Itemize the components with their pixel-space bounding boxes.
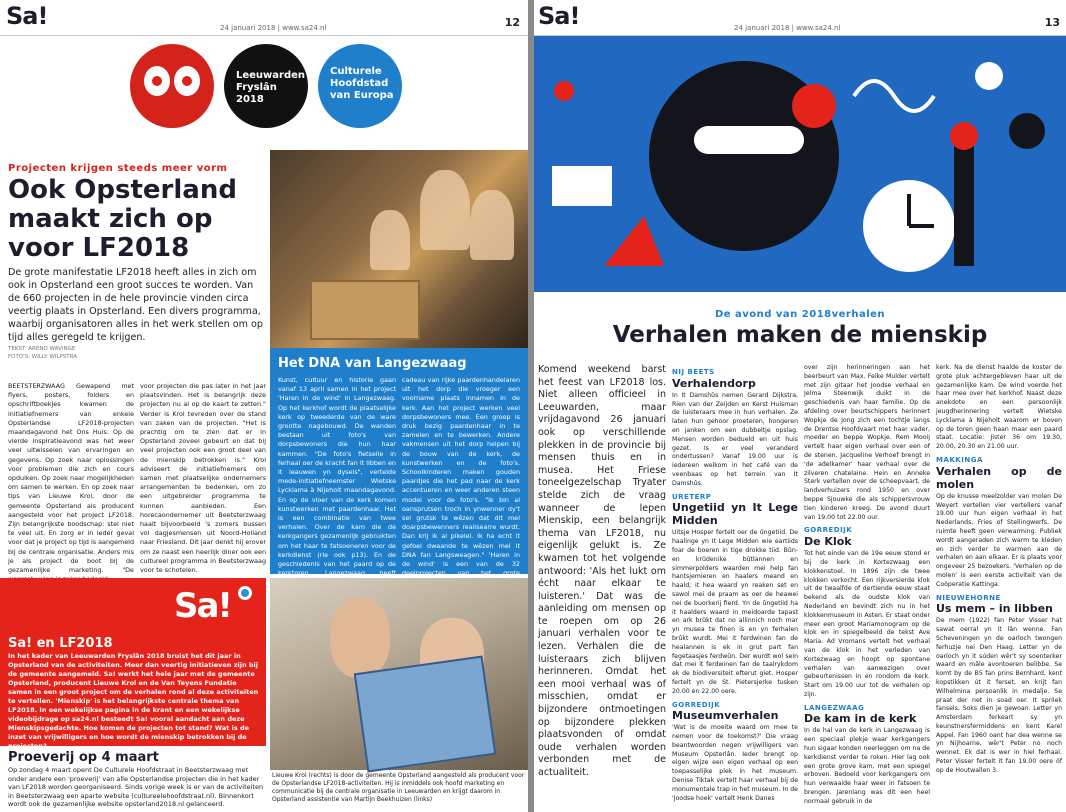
- section-heading: Us mem – in libben: [936, 602, 1053, 616]
- brand-logo: Sa!: [6, 2, 48, 30]
- section-heading: Ungetiid yn It Lege Midden: [672, 501, 798, 528]
- section-heading: De kam in de kerk: [804, 712, 917, 726]
- section-kicker: URETERP: [672, 492, 712, 501]
- article-headline: Verhalen maken de mienskip: [612, 322, 988, 348]
- header-site: www.sa24.nl: [796, 24, 841, 32]
- dna-heading: Het DNA van Langezwaag: [278, 356, 467, 371]
- section-text: 'Wat is de moeite waard om mee te nemen voor de toekomst?' Die vraag beantwoorden negen vrijwilligers van Museum Opsterlân. Ieder brengt op eigen wijze een eigen verhaal op een toepasselijke plek in het museum. Denise Tiktak vertelt haar verhaal bij de monumentale trap in het museum. In de 'Joodse hoek' vertelt Henk Danes: [672, 724, 798, 802]
- left-page: [0, 0, 528, 812]
- article-kicker: Projecten krijgen steeds meer vorm: [8, 163, 228, 174]
- lf2018-logos: [130, 44, 400, 134]
- header-site: www.sa24.nl: [282, 24, 327, 32]
- section-text: De mem (1922) fan Peter Visser hat sawat oerral yn it lân wenne. Fan Scheveningen yn de oarloch twongen ferhuzje nei Den Haag. Letter yn de oarloch yn it súden wêr't sy soenterker waard en mâle avontoeren belibbe. Se komt by de B5 fan prins Bernhard, kent kopstikken út it ferset, en krijt fan Wilhelmina persoanlik in medalje. Se praat der net in soad oer. It sprilek fansels. Soks dien je gewoan. Letter yn Amsterdam ferkeart sy yn keunstnersfermiddens en kent Karel Appel. Fan 1960 oant har dea wenne se yn Nijhoarne, wêr't Peter no noch wennet. Ek dat is wer in hiel ferhaal. Peter Visser fertelt it fan 19.00 oere ôf op de Houtwallen 3.: [936, 617, 1062, 774]
- column-2: [672, 364, 798, 812]
- section-kicker: NIEUWEHORNE: [936, 593, 1001, 602]
- sa-dot-icon: [238, 586, 252, 600]
- section-kicker: GORREDIJK: [672, 700, 721, 709]
- header-date: 24 januari 2018: [734, 24, 790, 32]
- article-intro: Komend weekend barst het feest van LF2018 los. Niet alleen officieel in Leeuwarden, maar vrijdagavond 26 januari ook op verschillende plekken in de provincie bij mensen thuis en in musea. Het Friese toneelgezelschap Tryater stelde zich de vraag wanneer de lepen Mienskip, een belangrijk thema van LF2018, nu eigenlijk gelukt is. Ze kwamen tot het volgende antwoord: 'Als het lukt om écht naar elkaar te luisteren.' Dat was de aanleiding om mensen op te roepen om op 26 januari verhalen voor te lezen. Verhalen die de luisteraars zich blijven herinneren. Omdat het een mooi verhaal was of misschien, omdat er bijzondere ontmoetingen op bijzondere plekken plaatsvonden of omdat oude verhalen worden verbonden met de actualiteit.: [538, 364, 666, 778]
- langezwaag-photo: [270, 150, 528, 348]
- storytelling-illustration: [534, 36, 1066, 292]
- dna-column-1: Kunst, cultuur en historie gaan vanaf 13 april samen in het project 'Haren in de wind' in Langezwaag. Op het kerkhof wordt de plaatselijke kerk op tweederde van de ware grootte nagebouwd. De wanden bestaan uit foto's van dorpsbewoners die hun haar kammen. "De foto's fietselle in ferhaal oer de kracht fan it libben en it leauwen yn dysels", vertelde mede-initiatiefneemster Wietske Lycklama à Nijeholt maandagavond. En op de vloer van de kerk komen kunstwerken met paardenhaar. Het is een combinatie van twee verhalen. Over de kam die de kerkgangers gezamenlijk gebruikten om het haar te fatsoeneren voor de kerkdienst (rie ook p13). En de geschiedenis van het paard op de kerktoren. Langezwaag heeft: [278, 376, 396, 578]
- section-text: over zijn herinneringen aan het beerbeurt van Max. Feike Mulder vertelt met zijn gitaar het Joodse verhaal en Jelma Steenwijk duikt in de geschiedenis van haar familie. Op de afdeling over beurtschippers herinnert Wopkje de Jong zich een tochtje langs de Drentse Hoofdvaart met haar vader, moeder en beppe Wopkje. Rem Mooij vertelt haar eigen verhaal over een of de stenen. Jacqueline Verhoef brengt in 'de adelkamer' haar verhaal over de zilveren chatelaine. Hein en Anneke Sterk vertellen over de scheepvaart, de landverhuizers rond 1950 en over beppe Sjouwke die als schippersvrouw tien kinderen kreeg. De avond duurt van 19.00 tot 22.00 uur.: [804, 364, 930, 521]
- column-3: [804, 364, 930, 812]
- lf2018-eyes-logo: [130, 44, 214, 128]
- dna-column-2: cadeau van rijke paardenhandelaren uit het dorp die vroeger een voorname plaats innamen in de kerk. Aan het project werken veel dorpsbewoners mee. Een groep is druk bezig paardenhaar in te zamelen en te bewerken. Andere vakmensen uit het dorp helpen bij de bouw van de kerk, de kunstwerken en de foto's. Schoolkinderen maken gouden paardjes die het pad naar de kerk accentueren en weer anderen steen model voor de foto's. "Ik bin al oansprutsen troch in ynwenner dy't sel grutsk te wêzen dat dit mei doarpsbewenners realisearre wurdt. Dan krij ik al pikelel. Ik ha echt it gefoel dwaande te wêzen mei it DNA fan Langsweagen." 'Haren in de wind' is een van de 32 deelprojecten van het grote: [402, 376, 520, 578]
- red-box-heading: Sa! en LF2018: [8, 636, 113, 651]
- header-date: 24 januari 2018: [220, 24, 276, 32]
- page-number: 13: [1044, 16, 1060, 29]
- section-kicker: NIJ BEETS: [672, 368, 715, 376]
- article-column-2: voor projecten die pas later in het jaar plaatsvinden. Het is belangrijk deze projecten nu al op de kaart te zetten." Verder is Krol tevreden over de stand van zaken van de projecten. "Het is prachtig om te zien dat er in Opsterland zoveel gebeurt en dat bij veel projecten ook een groot deel van de mienskip betrokken is." Krol adviseert de initiatiefnemers om samen met plaatselijke ondernemers arrangementen te bedenken, om zo een uitgebreider programma te kunnen aanbieden. Een horecaondernemer uit Beetsterzwaag haalt bijvoorbeeld 's zomers bussen vol dagjesmensen uit Noord-Holland naar Friesland. Dit jaar denkt hij erover om ze naast een heerlijk diner ook een cultureel programma in Beetsterzwaag voor te schotelen.: [140, 382, 266, 575]
- article-credits: TEKST: ARENO WAVINGE FOTO'S: WILLY WILPSTRA: [8, 346, 78, 360]
- section-heading: Verhalen op de molen: [936, 464, 1062, 491]
- header-meta: 24 januari 2018 | www.sa24.nl: [220, 24, 327, 32]
- section-text: Tot het einde van de 19e eeuw stond er bij de kerk in Kortezwaag een klokkenstoel. In 1896 zijn de twee klokken verkocht. Een rijkversierde klok uit de twaalfde of dertiende eeuw staat bekend als de oudste klok van Nederland en bevindt zich nu in het klokkenmuseum in Asten. Er staat onder meer een groot Mariamonogram op de klok en in spiegelbeeld de tekst Ave Maria. Ad Vromans vertelt het verhaal van de klok in het verleden van Kortezwaag en hoopt op spontane verhalen van aanwezigen over gebeurtenissen in en rondom de kerk. Start om 19.00 uur tot de verhalen op zijn.: [804, 550, 930, 698]
- header-meta: 24 januari 2018 | www.sa24.nl: [734, 24, 841, 32]
- page-header: [0, 0, 528, 36]
- section-heading: Museumverhalen: [672, 709, 779, 723]
- column-4: [936, 364, 1062, 812]
- article-kicker: De avond van 2018verhalen: [714, 309, 886, 320]
- section-text: kerk. Na de dienst haalde de koster de grote pluk achtergebleven haar uit de gezamenlijke kam. De wind voerde het haar mee over het kerkhof. Naast deze anekdote en een persoonlijk jeugdherinnering vertelt Wietske Lycklama à Nijeholt waarom er boven op de toren geen haan maar een paard staat. Locatie: Jister 36 om 19.30, 20.00, 20.30 en 21.00 uur.: [936, 364, 1062, 451]
- krol-photo: [270, 578, 528, 770]
- section-text: Uitsje Hosper fertelt oer de ûngetiid. De haalinge yn It Lege Midden wie eartiids foar de boeren in tige drokke tiid. Bûn- en krûdenike bûtlannen en simmerpolders waarden mei help fan hantsjemieren en haalers meand en haald; it hea waard yn reaken set en sawol mei de praam as oer de heawei nei de buorkerij fierd. Yn de ûngetiid ha it haalders waard in meidoarde tapast en ark brûkt dat no allinnich noch mar yn musea te finen is en yn ferhalen brûkt wurdt. Mei it ferdwinen fan de healannen is ek in grut part fan fegetaasjes ferdwûn. Der wurdt wol sein dat mei it ferdwinen fan de taalrykdom ek de biodiversiteit efterut giet. Hosper fertelt yn de St. Pietersjerke tusken 20.00 en 22.00 oere.: [672, 529, 798, 695]
- sa-big-logo: Sa!: [174, 586, 231, 626]
- proeverij-text: Op zondag 4 maart opent De Culturele Hoofdstraat in Beetsterzwaag met onder andere een 'proeverij' van alle Opsterlandse projecten die in het kader van LF2018 worden georganiseerd. Sinds vorige week is er van de activiteiten in Beetsterzwaag een aparte website (cultureelehoofdstraat.nl). Binnenkort wordt ook de gezamenlijke website opsterland2018.nl gelanceerd.: [8, 766, 264, 809]
- section-kicker: MAKKINGA: [936, 455, 983, 464]
- leeuwarden-logo: Leeuwarden Fryslân 2018: [224, 44, 308, 128]
- red-box-text: In het kader van Leeuwarden Fryslân 2018 bruist het dit jaar in Opsterland van de activiteiten. Meer dan veertig initiatieven zijn bij de gemeente aangemeld. Sa! werkt het hele jaar met de gemeente Opsterland, producent Lieuwe Krol en de Van Teyens Fundatie samen in een groot project om de verhalen rond al deze activiteiten te vertellen. 'Mienskip' is het belangrijkste centrale thema van LF2018. In een wekelijkse pagina in de krant en een wekelijkse videobijdrage op sa24.nl besteedt Sa! vooral aandacht aan deze Mienskipsgedachte. Hoe komen de projecten tot stand? Wat is de inzet van vrijwilligers en hoe wordt de mienskip betrokken bij de projecten?: [8, 652, 259, 750]
- photo-caption: Lieuwe Krol (rechts) is door de gemeente Opsterland aangesteld als producent voor de Opsterlandse LF2018-activiteiten. Hij is inmiddels ook hoofd marketing en communicatie bij de centrale organisatie in Leeuwarden en krijgt daarom in Opsterland assistentie van Martijn Beekhuizen (links): [272, 772, 525, 803]
- section-text: In de hal van de kerk in Langezwaag is een speciaal plekje waar kerkgangers hun sigaar konden neerleggen om na de kerkdienst verder te roken. Hier lag ook een grote grove kam, met een spiegel erboven. Bedoeld voor kerkgangers om hun verwaaide haar weer in fatsoen te brengen. Jarenlang was dit een heel normaal gebruik in de: [804, 727, 930, 805]
- section-kicker: GORREDIJK: [804, 526, 853, 535]
- page-header: [534, 0, 1066, 36]
- page-number: 12: [504, 16, 520, 29]
- section-text: Op de knusse meelzolder van molen De Weyert vertellen vier vertellers vanaf 19.00 uur hun eigen verhaal in het Nederlands, Fries of Stellingwerfs. De ruimte heeft geen verwarming. Publiek wordt aangeraden zich warm te kleden en zich verder te warmen aan de verhalen en aan elkaar. Er is plaats voor ongeveer 25 bezoekers. 'Verhalen op de molen' is een eerste activiteit van de Coöperatie Kattinga.: [936, 492, 1062, 588]
- section-heading: De Klok: [804, 535, 852, 549]
- section-kicker: LANGEZWAAG: [804, 703, 865, 712]
- section-heading: Verhalendorp: [672, 376, 756, 390]
- book-prop: [354, 655, 497, 772]
- church-model: [310, 280, 420, 340]
- article-headline: Ook Opsterland maakt zich op voor LF2018: [8, 175, 237, 263]
- brand-logo: Sa!: [538, 2, 580, 30]
- article-lead: De grote manifestatie LF2018 heeft alles in zich om ook in Opsterland een groot succes te worden. Van de 660 projecten in de hele provincie vinden circa veertig plaats in Opsterland. Een divers programma, waarbij organisatoren alles in het werk stellen om op tijd alles geregeld te krijgen.: [8, 267, 263, 343]
- proeverij-heading: Proeverij op 4 maart: [8, 750, 159, 765]
- right-page: [534, 0, 1066, 812]
- culturele-hoofdstad-logo: Culturele Hoofdstad van Europa: [318, 44, 402, 128]
- sa-lf2018-box: [0, 578, 266, 750]
- illustration-svg: [534, 36, 1066, 292]
- dna-box: [270, 348, 528, 578]
- article-column-1: BEETSTERZWAAG Gewapend met flyers, posters, folders en opschriftboekjes kwamen de initiatiefnemers van enkele Opsterlandse LF2018-projecten maandagavond het Ons Huis. Op de vierde inspiratieavond was het weer veel uitwisselen van ervaringen en gegevens. Op zoek naar oplossingen voor problemen die zich en cours opduiken. Op zoek naar mogelijkheden om samen te werken. En op zoek naar tips van Lieuwe Krol, door de gemeente Opsterland als producent aangesteld voor het project LF2018. Zijn belangrijkste boodschap: stel niet te veel uit. En zorg er in ieder geval voor dat je project op tijd is aangemeld bij de centrale organisatie. Anders mis je als project de boot bij de gezamenlijke marketing. "De: [8, 382, 134, 575]
- section-text: In It Damshûs nemen Gerard Dijkstra, Rien van der Zeijden en Kerst Huisman de luisteraars mee in hun verhalen. Ze laten hun gehoor proeteren, hongeren en janken om een dubbeltje opslag. Mensen worden bedueld en uit huis gezet. Is er veel veranderd ondertussen? Vanaf 19.00 uur is iedereen welkom in het café van de veenbaas op het terrein van It Damshûs.: [672, 391, 798, 487]
